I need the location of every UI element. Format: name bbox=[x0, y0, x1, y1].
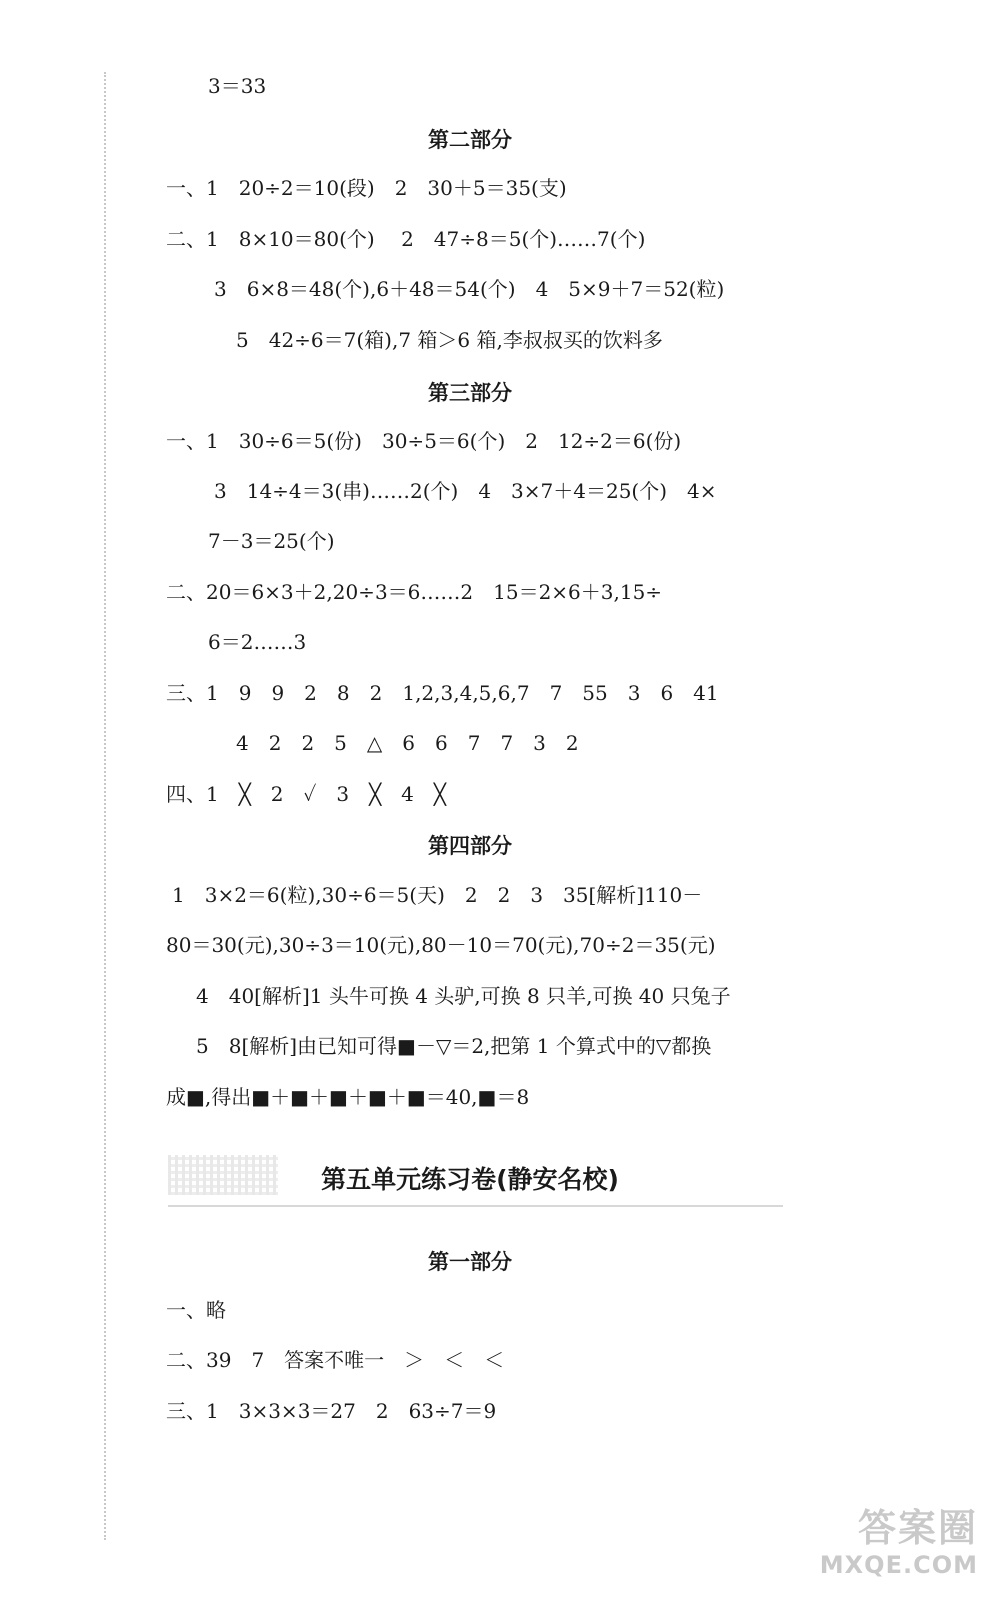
section-heading-part1: 第一部分 bbox=[428, 1250, 512, 1274]
answer-line: 二、20＝6×3＋2,20÷3＝6……2 15＝2×6＋3,15÷ bbox=[166, 580, 663, 604]
answer-line: 3 6×8＝48(个),6＋48＝54(个) 4 5×9＋7＝52(粒) bbox=[214, 277, 725, 301]
answer-line: 3 14÷4＝3(串)……2(个) 4 3×7＋4＝25(个) 4× bbox=[214, 479, 717, 503]
answer-line: 1 3×2＝6(粒),30÷6＝5(天) 2 2 3 35[解析]110－ bbox=[172, 883, 703, 907]
continued-answer-line: 3＝33 bbox=[208, 74, 267, 98]
answer-line: 成■,得出■＋■＋■＋■＋■＝40,■＝8 bbox=[166, 1085, 530, 1109]
answer-line: 四、1 ╳ 2 ✓ 3 ╳ 4 ╳ bbox=[166, 782, 446, 806]
section-heading-part2: 第二部分 bbox=[428, 128, 512, 152]
answer-line: 7－3＝25(个) bbox=[208, 529, 335, 553]
section-heading-part4: 第四部分 bbox=[428, 834, 512, 858]
answer-line: 6＝2……3 bbox=[208, 630, 307, 654]
unit-title: 第五单元练习卷(静安名校) bbox=[321, 1165, 619, 1194]
answer-line: 二、39 7 答案不唯一 ＞ ＜ ＜ bbox=[166, 1348, 505, 1372]
answer-line: 三、1 3×3×3＝27 2 63÷7＝9 bbox=[166, 1399, 497, 1423]
section-heading-part3: 第三部分 bbox=[428, 381, 512, 405]
answer-line: 一、略 bbox=[166, 1298, 226, 1322]
answer-line: 5 8[解析]由已知可得■－▽＝2,把第 1 个算式中的▽都换 bbox=[196, 1034, 712, 1058]
site-watermark bbox=[778, 1506, 978, 1588]
answer-line: 三、1 9 9 2 8 2 1,2,3,4,5,6,7 7 55 3 6 41 bbox=[166, 681, 719, 705]
answer-line: 一、1 30÷6＝5(份) 30÷5＝6(个) 2 12÷2＝6(份) bbox=[166, 429, 682, 453]
answer-line: 5 42÷6＝7(箱),7 箱＞6 箱,李叔叔买的饮料多 bbox=[236, 328, 663, 352]
binding-margin-line bbox=[104, 72, 106, 1540]
answer-line: 4 40[解析]1 头牛可换 4 头驴,可换 8 只羊,可换 40 只兔子 bbox=[196, 984, 731, 1008]
answer-line: 80＝30(元),30÷3＝10(元),80－10＝70(元),70÷2＝35(元) bbox=[166, 933, 716, 957]
watermark-logo-text: 答案圈 bbox=[857, 1506, 978, 1550]
answer-line: 4 2 2 5 △ 6 6 7 7 3 2 bbox=[236, 731, 579, 755]
answer-line: 一、1 20÷2＝10(段) 2 30＋5＝35(支) bbox=[166, 176, 567, 200]
answer-line: 二、1 8×10＝80(个) 2 47÷8＝5(个)……7(个) bbox=[166, 227, 646, 251]
watermark-url: MXQE.COM bbox=[819, 1551, 978, 1579]
